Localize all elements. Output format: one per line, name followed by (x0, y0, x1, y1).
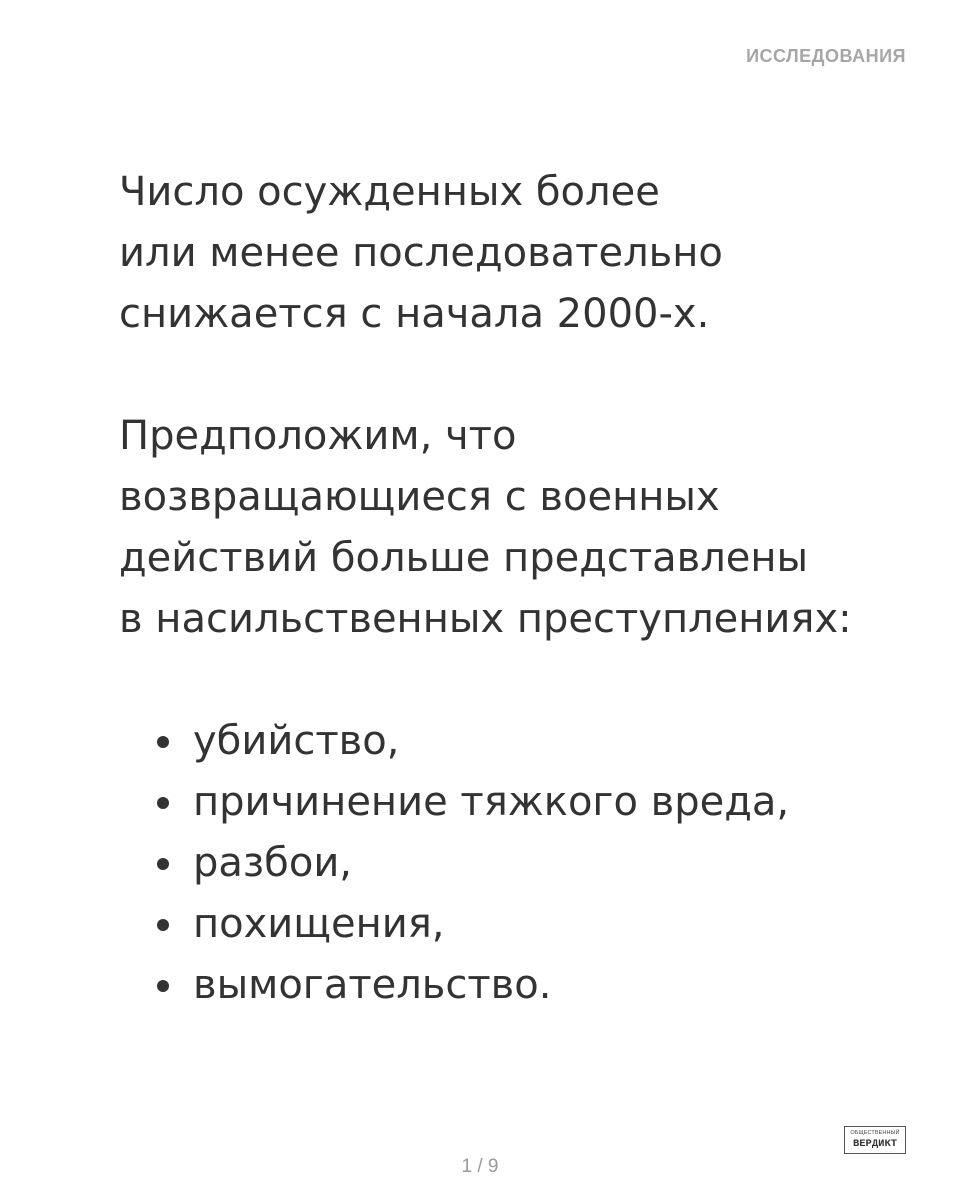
logo (844, 1126, 906, 1154)
list-item-text: убийство, (193, 718, 400, 764)
list-item-text: причинение тяжкого вреда, (193, 779, 790, 825)
list-item (193, 955, 919, 1016)
bullet-dot-icon (157, 797, 169, 809)
list-item (193, 711, 919, 772)
logo-top-text: ОБЩЕСТВЕННЫЙ (850, 1130, 900, 1136)
paragraph-1-line: Число осужденных более (119, 169, 660, 215)
list-item (193, 833, 919, 894)
paragraph-1 (119, 162, 919, 345)
bullet-dot-icon (157, 919, 169, 931)
paragraph-2-line: действий больше представлены (119, 535, 809, 581)
bullet-dot-icon (157, 980, 169, 992)
crime-list (119, 711, 919, 1016)
bullet-dot-icon (157, 858, 169, 870)
paragraph-2 (119, 406, 919, 650)
list-item-text: разбои, (193, 840, 353, 886)
slide-content (119, 162, 919, 1016)
paragraph-2-line: Предположим, что (119, 413, 517, 459)
list-item (193, 894, 919, 955)
list-item (193, 772, 919, 833)
paragraph-1-line: или менее последовательно (119, 230, 723, 276)
paragraph-2-line: возвращающиеся с военных (119, 474, 720, 520)
list-item-text: похищения, (193, 901, 445, 947)
bullet-dot-icon (157, 736, 169, 748)
paragraph-2-line: в насильственных преступлениях: (119, 596, 852, 642)
logo-bottom-text: ВЕРДИКТ (852, 1137, 898, 1150)
page-counter: 1 / 9 (461, 1156, 499, 1177)
paragraph-1-line: снижается с начала 2000-х. (119, 291, 710, 337)
list-item-text: вымогательство. (193, 962, 552, 1008)
section-label: ИССЛЕДОВАНИЯ (746, 46, 906, 66)
